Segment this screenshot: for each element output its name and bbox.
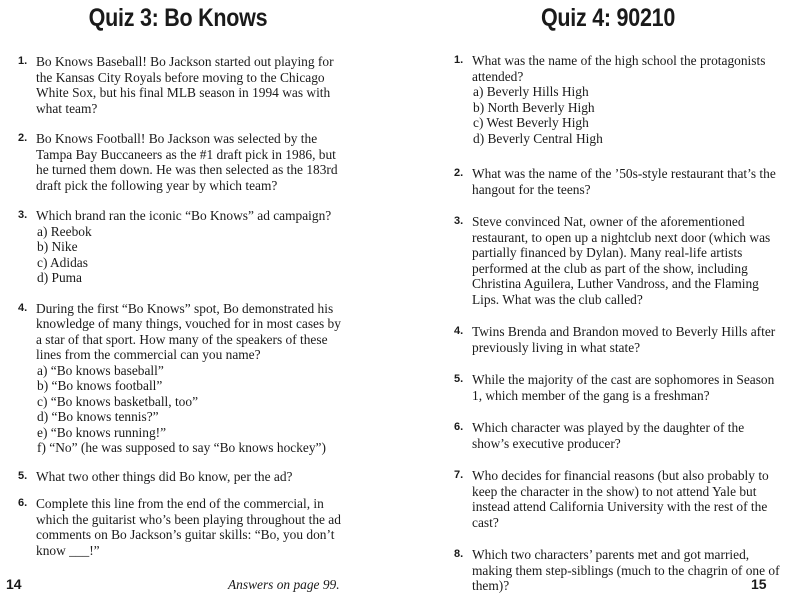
question-item: [454, 166, 784, 197]
question-item: [454, 214, 784, 307]
answer-option: c) Adidas: [37, 254, 88, 270]
question-number: 4.: [454, 325, 464, 337]
question-item: [454, 372, 784, 403]
question-item: [454, 547, 784, 594]
question-text: What was the name of the high school the protagonists attended?: [472, 53, 766, 84]
answer-option: a) “Bo knows baseball”: [37, 362, 164, 378]
question-item: [18, 469, 348, 485]
question-number: 6.: [18, 497, 28, 509]
question-text: During the first “Bo Knows” spot, Bo demonstrated his knowledge of many things, vouched for in most cases by a star of that sport. How many of the speakers of these lines from the commercial can you name?: [36, 300, 341, 362]
question-text: Which character was played by the daughter of the show’s executive producer?: [472, 420, 745, 451]
question-text: Which brand ran the iconic “Bo Knows” ad campaign?: [36, 208, 332, 223]
answer-option: d) Puma: [37, 270, 83, 285]
answer-options: [36, 363, 348, 456]
question-text: Bo Knows Football! Bo Jackson was selected by the Tampa Bay Buccaneers as the #1 draft pick in 1986, but he turned them down. He was then selected as the 183rd draft pick the following year by which team?: [36, 131, 338, 193]
question-item: [454, 420, 784, 451]
question-item: [18, 496, 348, 558]
question-number: 2.: [18, 132, 28, 144]
question-number: 3.: [18, 209, 28, 221]
question-number: 4.: [18, 301, 28, 314]
question-text: Who decides for financial reasons (but also probably to keep the character in the show) to not attend Yale but instead attend California University with the rest of the cast?: [472, 468, 769, 530]
question-text: What was the name of the ’50s-style restaurant that’s the hangout for the teens?: [472, 166, 776, 197]
right-page: [398, 0, 796, 600]
answer-option: b) North Beverly High: [473, 99, 595, 115]
question-text: Twins Brenda and Brandon moved to Beverly Hills after previously living in what state?: [472, 324, 776, 355]
question-text: Steve convinced Nat, owner of the aforementioned restaurant, to open up a nightclub next door (which was partially financed by Dylan). Many real-life artists performed at the club as part of the show, including Christina Aguilera, Luther Vandross, and the Flaming Lips. What was the club called?: [472, 214, 771, 307]
question-item: [454, 53, 784, 146]
answer-option: b) Nike: [37, 239, 78, 254]
question-number: 6.: [454, 421, 464, 433]
question-number: 1.: [18, 55, 28, 67]
question-number: 7.: [454, 469, 464, 481]
answer-option: b) “Bo knows football”: [37, 378, 163, 393]
question-number: 5.: [18, 469, 28, 482]
question-number: 1.: [454, 54, 464, 66]
question-item: [18, 301, 348, 456]
answers-note: Answers on page 99.: [228, 577, 340, 592]
question-item: [454, 324, 784, 355]
answer-option: d) Beverly Central High: [473, 130, 603, 146]
question-text: Bo Knows Baseball! Bo Jackson started out playing for the Kansas City Royals before moving to the Chicago White Sox, but his final MLB season in 1994 was with what team?: [36, 54, 334, 116]
question-number: 3.: [454, 215, 464, 227]
question-text: While the majority of the cast are sophomores in Season 1, which member of the gang is a freshman?: [472, 372, 775, 403]
answer-option: a) Beverly Hills High: [473, 84, 589, 99]
quiz-3-title: Quiz 3: Bo Knows: [88, 4, 268, 32]
answer-option: c) “Bo knows basketball, too”: [37, 393, 199, 409]
answer-option: d) “Bo knows tennis?”: [37, 409, 159, 424]
question-text: Complete this line from the end of the commercial, in which the guitarist who’s been playing throughout the ad comments on Bo Jackson’s guitar skills: “Bo, you don’t know ___!”: [36, 496, 341, 558]
question-text: Which two characters’ parents met and got married, making them step-siblings (much to the chagrin of one of them)?: [472, 547, 780, 593]
quiz-4-title: Quiz 4: 90210: [540, 4, 676, 32]
question-number: 5.: [454, 373, 464, 385]
question-text: What two other things did Bo know, per the ad?: [36, 468, 293, 484]
answer-option: e) “Bo knows running!”: [37, 424, 167, 440]
page-number: 14: [6, 576, 22, 592]
answer-option: c) West Beverly High: [473, 115, 589, 130]
question-number: 2.: [454, 167, 464, 179]
question-number: 8.: [454, 548, 464, 560]
answer-option: a) Reebok: [37, 223, 92, 239]
page-number: 15: [751, 576, 767, 592]
question-item: [454, 468, 784, 530]
answer-option: f) “No” (he was supposed to say “Bo knows hockey”): [37, 440, 326, 455]
question-item: [18, 131, 348, 193]
quiz-4-question-list: [454, 53, 784, 611]
quiz-3-question-list: [18, 54, 348, 573]
answer-options: [36, 224, 348, 286]
question-item: [18, 54, 348, 116]
left-page: [0, 0, 398, 600]
answer-options: [472, 84, 784, 146]
question-item: [18, 208, 348, 286]
